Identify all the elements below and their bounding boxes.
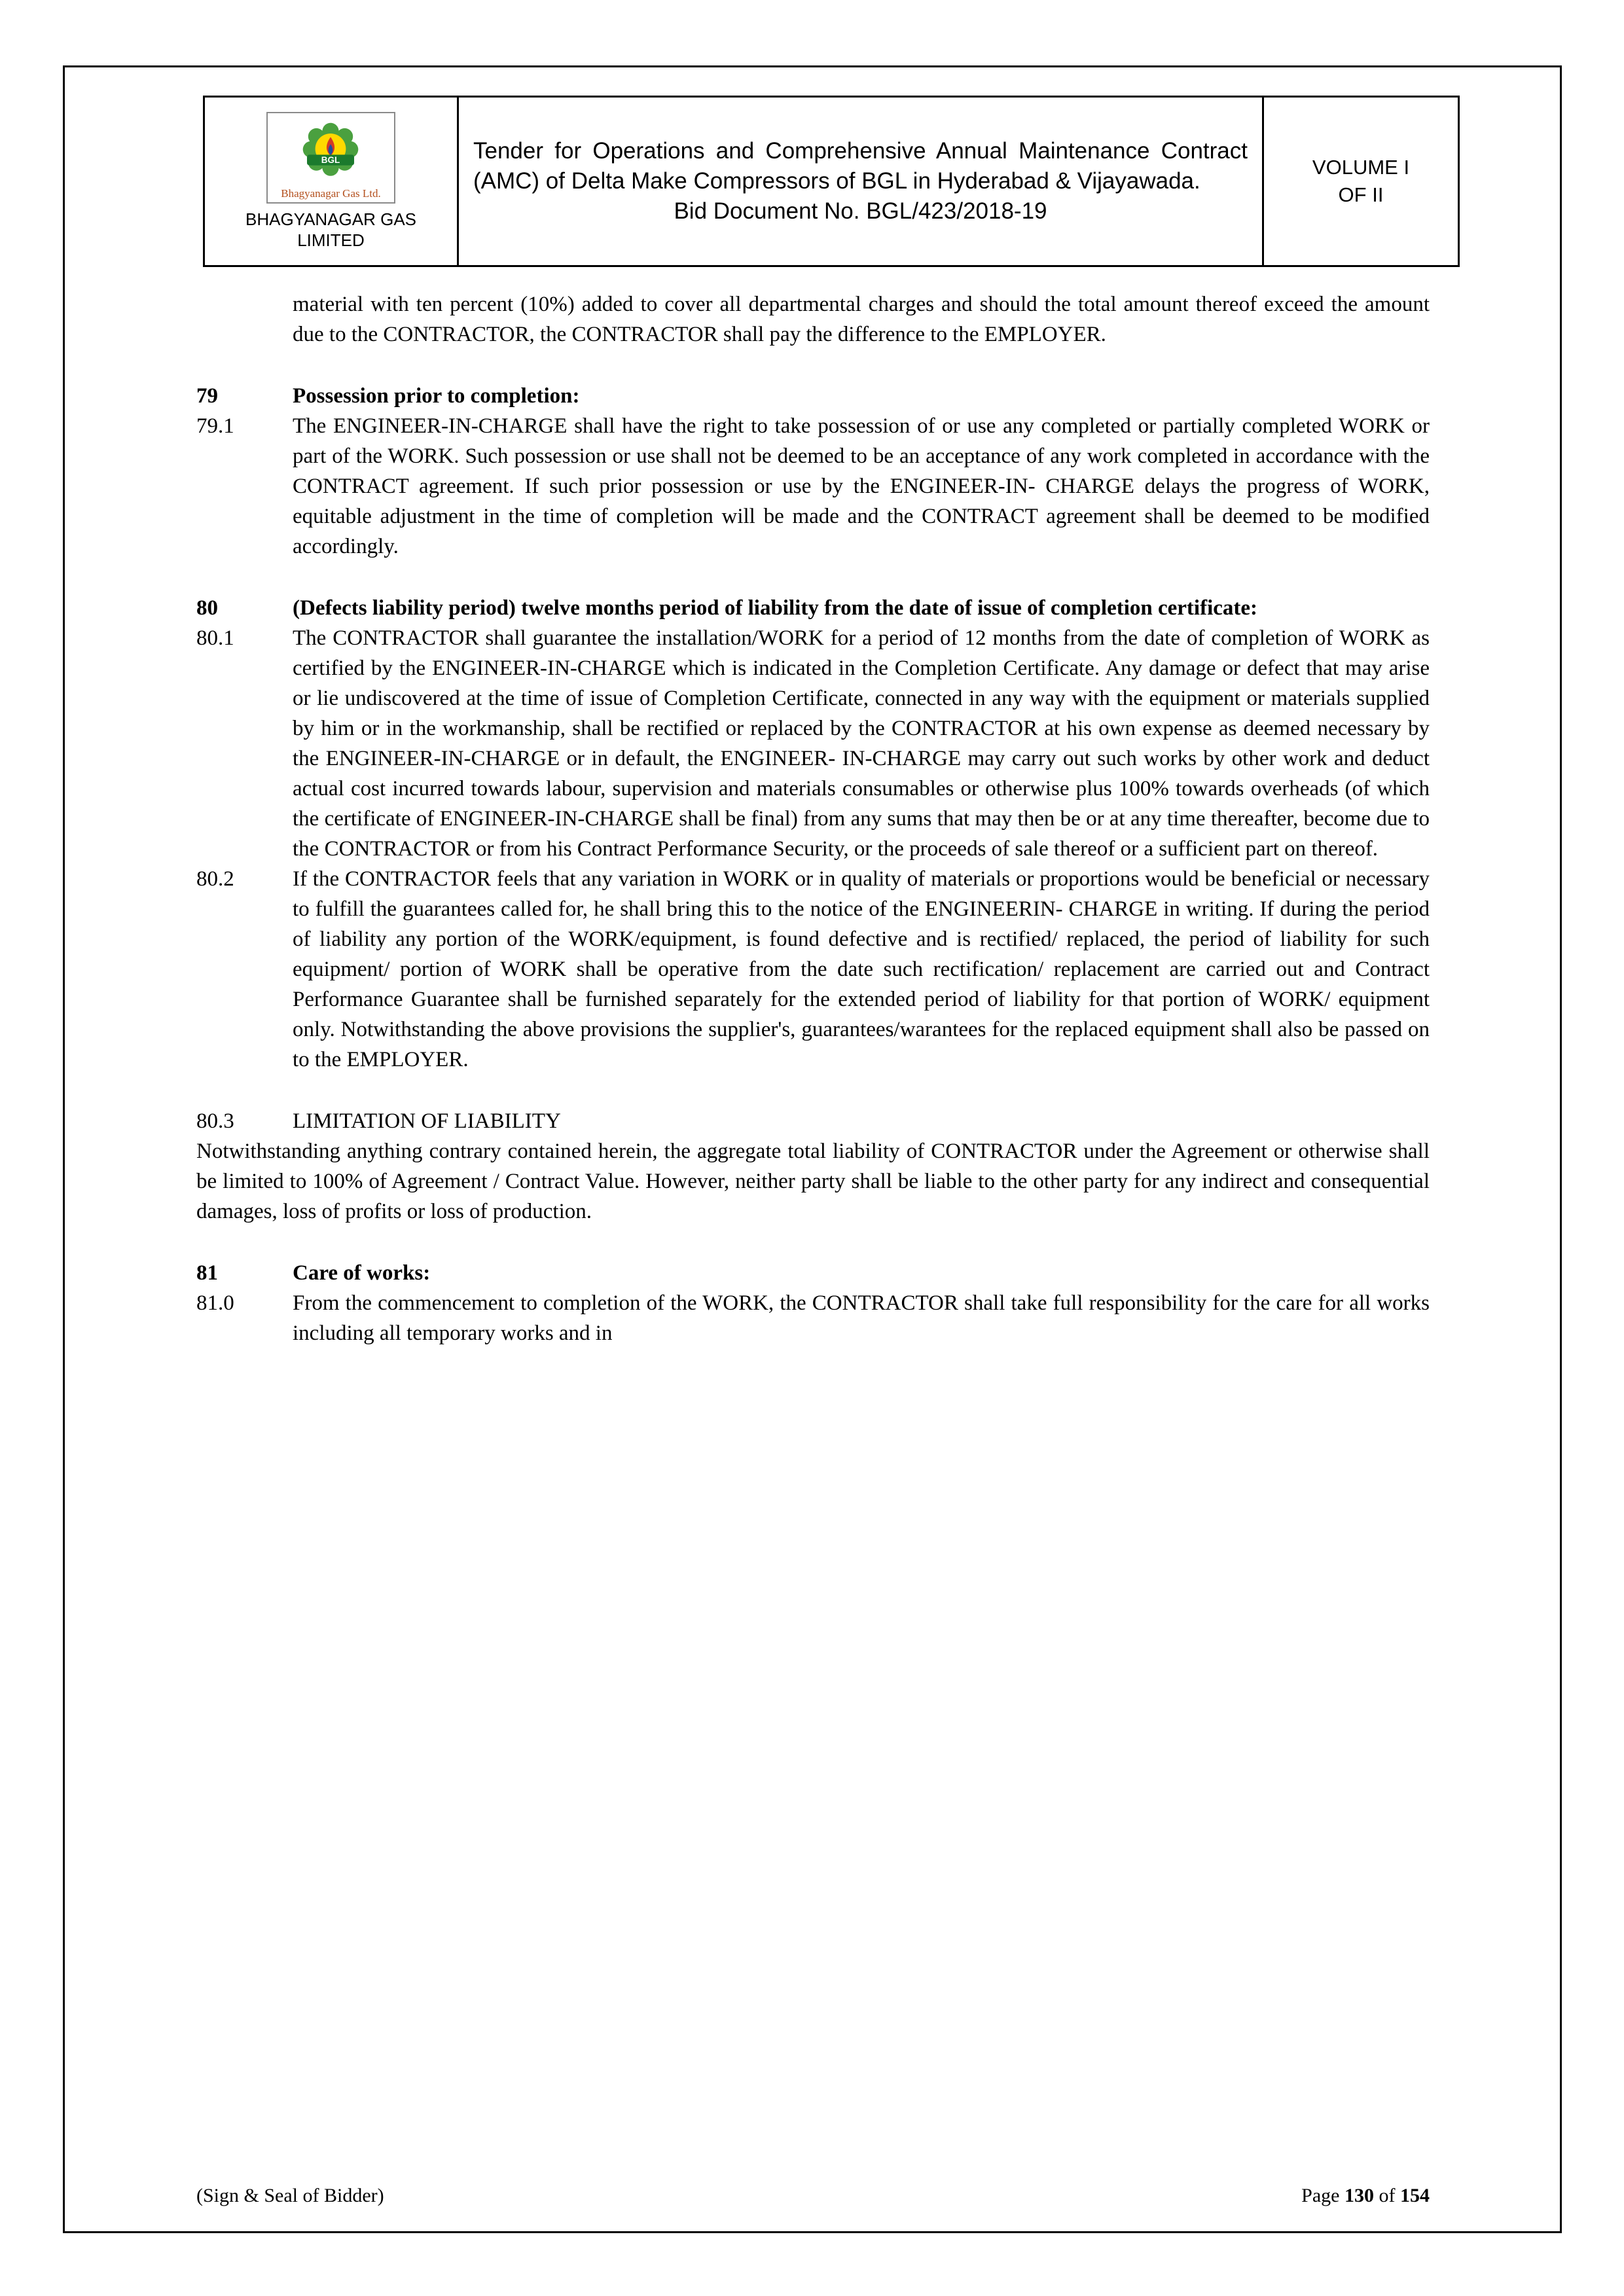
logo-caption: Bhagyanagar Gas Ltd. (281, 187, 381, 200)
clause-80-3-heading (196, 1106, 1430, 1136)
page-label: Page (1301, 2185, 1344, 2206)
sign-seal-note: (Sign & Seal of Bidder) (196, 2185, 384, 2206)
bgl-flower-logo-icon (292, 116, 369, 187)
clause-number: 81.0 (196, 1291, 234, 1315)
page-footer (196, 2183, 1430, 2208)
clause-80-1 (196, 623, 1430, 864)
clause-text: If the CONTRACTOR feels that any variation in WORK or in quality of materials or proportions would be beneficial or necessary to fulfill the guarantees called for, he shall bring this to the notice of the ENGINEERIN- CHARGE in writing. If during the period of liability any portion of the WORK/equipment, is found defective and is rectified/ replaced, the period of liability for such equipment/ portion of WORK shall be operative from the date such rectification/ replacement are carried out and Contract Performance Guarantee shall be furnished separately for the extended period of liability for that portion of WORK/ equipment only. Notwithstanding the above provisions the supplier's, guarantees/warantees for the replaced equipment shall also be passed on to the EMPLOYER. (293, 867, 1430, 1071)
page-number (1301, 2183, 1430, 2208)
header-title-cell (459, 98, 1264, 265)
document-body (196, 289, 1430, 1348)
paragraph-continuation (196, 289, 1430, 350)
clause-number: 79.1 (196, 414, 234, 438)
clause-80-3-text: Notwithstanding anything contrary contained herein, the aggregate total liability of CONTRACTOR under the Agreement or otherwise shall be limited to 100% of Agreement / Contract Value. However, neither party shall be liable to the other party for any indirect and consequential damages, loss of profits or loss of production. (196, 1139, 1430, 1223)
clause-79-heading (196, 381, 1430, 411)
clause-79-1 (196, 411, 1430, 562)
clause-text: From the commencement to completion of the WORK, the CONTRACTOR shall take full responsibility for the care for all works including all temporary works and in (293, 1291, 1430, 1345)
clause-number: 80.2 (196, 867, 234, 891)
bid-doc-number: Bid Document No. BGL/423/2018-19 (674, 198, 1047, 224)
page-of-label: of (1374, 2185, 1400, 2206)
clause-heading-text: Possession prior to completion: (293, 384, 580, 408)
volume-line-1: VOLUME I (1312, 156, 1410, 179)
clause-number: 79 (196, 384, 218, 408)
svg-text:BGL: BGL (321, 155, 340, 165)
clause-number: 81 (196, 1261, 218, 1285)
clause-80-heading (196, 593, 1430, 623)
clause-81-heading (196, 1258, 1430, 1288)
clause-heading-text: Care of works: (293, 1261, 431, 1285)
clause-80-2 (196, 864, 1430, 1075)
page-total: 154 (1400, 2185, 1430, 2206)
org-name: BHAGYANAGAR GAS LIMITED (245, 209, 417, 250)
page-current: 130 (1344, 2185, 1374, 2206)
clause-text: The CONTRACTOR shall guarantee the installation/WORK for a period of 12 months from the date of completion of WORK as certified by the ENGINEER-IN-CHARGE which is indicated in the Completion Certificate. Any damage or defect that may arise or lie undiscovered at the time of issue of Completion Certificate, connected in any way with the equipment or materials supplied by him or in the workmanship, shall be rectified or replaced by the CONTRACTOR at his own expense as deemed necessary by the ENGINEER-IN-CHARGE or in default, the ENGINEER- IN-CHARGE may carry out such works by other work and deduct actual cost incurred towards labour, supervision and materials consumables or otherwise plus 100% towards overheads (of which the certificate of ENGINEER-IN-CHARGE shall be final) from any sums that may then be or at any time thereafter, become due to the CONTRACTOR or from his Contract Performance Security, or the proceeds of sale thereof or a sufficient part on thereof. (293, 626, 1430, 861)
clause-text: The ENGINEER-IN-CHARGE shall have the right to take possession of or use any completed or partially completed WORK or part of the WORK. Such possession or use shall not be deemed to be an acceptance of any work completed in accordance with the CONTRACT agreement. If such prior possession or use by the ENGINEER-IN- CHARGE delays the progress of WORK, equitable adjustment in the time of completion will be made and the CONTRACT agreement shall be deemed to be modified accordingly. (293, 414, 1430, 558)
tender-title: Tender for Operations and Comprehensive Annual Maintenance Contract (AMC) of Delta Make Compressors of BGL in Hyderabad & Vijayawada. (473, 138, 1248, 194)
clause-heading-text: LIMITATION OF LIABILITY (293, 1109, 561, 1133)
company-logo (266, 112, 395, 204)
clause-number: 80 (196, 596, 218, 620)
header-volume-cell (1264, 98, 1458, 265)
header-table (203, 96, 1460, 267)
header-logo-cell (205, 98, 459, 265)
clause-81-0 (196, 1288, 1430, 1348)
clause-heading-text: (Defects liability period) twelve months period of liability from the date of issue of completion certificate: (293, 596, 1258, 620)
clause-text: material with ten percent (10%) added to cover all departmental charges and should the total amount thereof exceed the amount due to the CONTRACTOR, the CONTRACTOR shall pay the difference to the EMPLOYER. (293, 293, 1430, 346)
clause-number: 80.1 (196, 626, 234, 650)
clause-number: 80.3 (196, 1109, 234, 1133)
volume-line-2: OF II (1338, 183, 1384, 206)
